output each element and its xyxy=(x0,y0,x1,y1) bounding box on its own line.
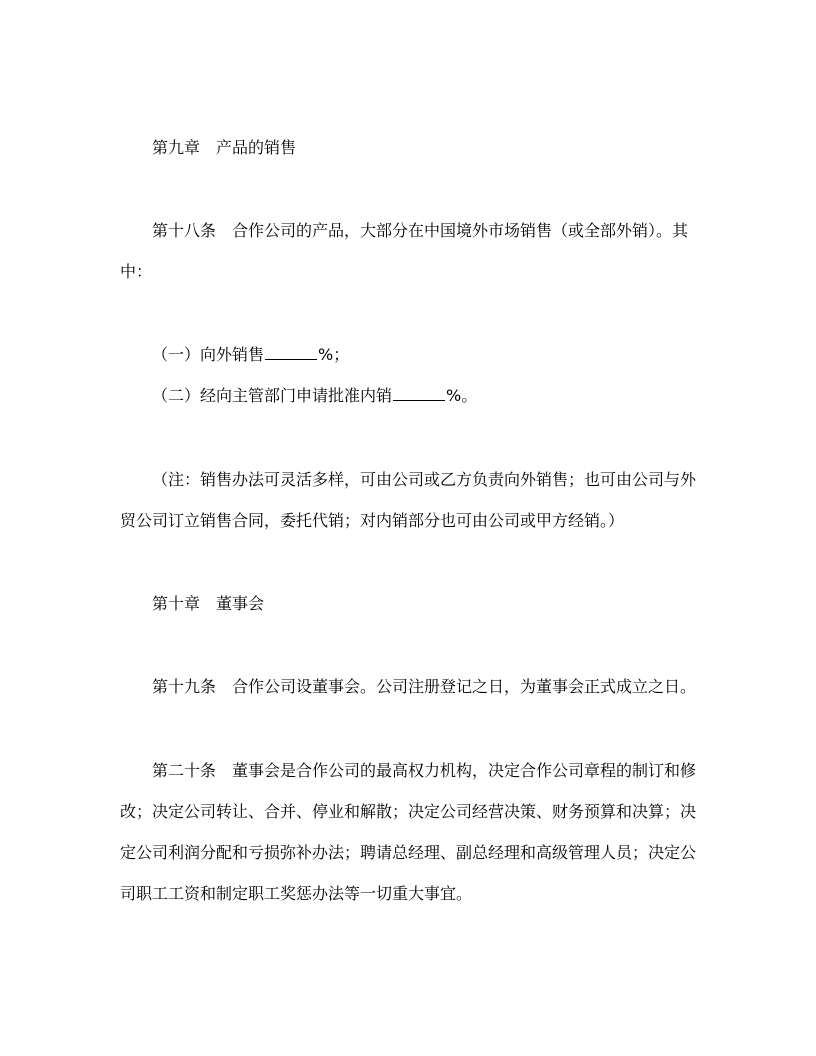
chapter-9-title: 产品的销售 xyxy=(216,138,297,157)
article-19-line xyxy=(152,677,732,697)
sales-item-1-suffix: %； xyxy=(318,345,350,364)
note-line-2: 贸公司订立销售合同，委托代销；对内销部分也可由公司或甲方经销。） xyxy=(120,511,625,530)
article-19-label: 第十九条 xyxy=(152,677,217,696)
sales-item-1-blank xyxy=(265,345,317,360)
sales-item-2-prefix: （二）经向主管部门申请批准内销 xyxy=(152,386,393,405)
article-20-line-3: 定公司利润分配和亏损弥补办法；聘请总经理、副总经理和高级管理人员；决定公 xyxy=(120,843,697,862)
sales-item-1-prefix: （一）向外销售 xyxy=(152,345,265,364)
article-18-label: 第十八条 xyxy=(152,221,217,240)
article-18-line-2: 中： xyxy=(120,262,153,281)
article-20-line-2: 改；决定公司转让、合并、停业和解散；决定公司经营决策、财务预算和决算；决 xyxy=(120,802,697,821)
chapter-9-heading xyxy=(152,138,732,158)
sales-item-2-suffix: %。 xyxy=(446,386,478,405)
article-20-line-1 xyxy=(152,761,732,781)
article-20-line-4: 司职工工资和制定职工奖惩办法等一切重大事宜。 xyxy=(120,884,473,903)
article-18-line-1 xyxy=(152,221,732,241)
sales-item-1 xyxy=(152,345,732,365)
article-19-text: 合作公司设董事会。公司注册登记之日，为董事会正式成立之日。 xyxy=(232,677,697,696)
note-line-1: （注：销售办法可灵活多样，可由公司或乙方负责向外销售；也可由公司与外 xyxy=(152,470,697,489)
article-20-label: 第二十条 xyxy=(152,761,217,780)
chapter-10-heading xyxy=(152,594,732,614)
chapter-10-title: 董事会 xyxy=(216,594,265,613)
sales-item-2-blank xyxy=(393,386,445,401)
chapter-10-number: 第十章 xyxy=(152,594,201,613)
article-20-text-1: 董事会是合作公司的最高权力机构，决定合作公司章程的制订和修 xyxy=(232,761,697,780)
chapter-9-number: 第九章 xyxy=(152,138,201,157)
sales-item-2 xyxy=(152,386,732,406)
article-18-text-1: 合作公司的产品，大部分在中国境外市场销售（或全部外销）。其 xyxy=(232,221,689,240)
